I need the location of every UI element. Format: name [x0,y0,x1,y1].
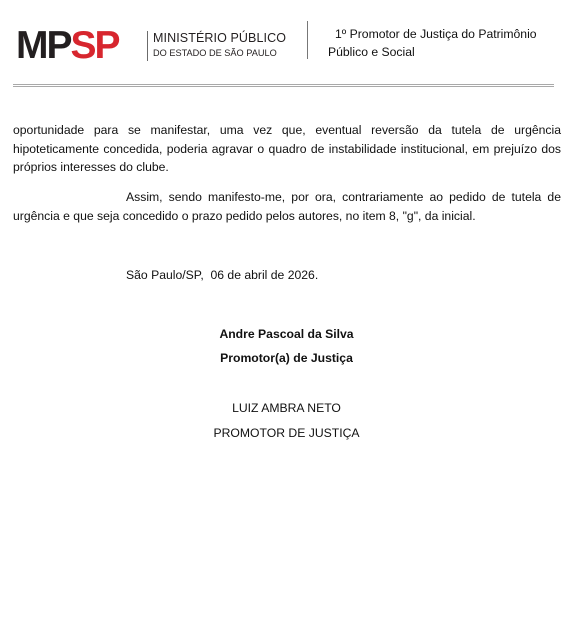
signatory-name-1: Andre Pascoal da Silva [219,327,354,341]
document-header [0,0,577,90]
signatory-name-2: LUIZ AMBRA NETO [232,401,341,415]
signatory-role-2: PROMOTOR DE JUSTIÇA [213,426,360,440]
header-vertical-divider [307,21,308,59]
logo-mark-sp: SP [70,24,119,67]
body-paragraph-1: oportunidade para se manifestar, uma vez que, eventual reversão da tutela de urgência hipoteticamente concedida, poderia agravar o quadro de instabilidade institucional, em prejuízo dos próprios interesses do clube. [13,123,561,174]
logo-institution-name: MINISTÉRIO PÚBLICO [153,31,287,45]
office-title-line1: 1º Promotor de Justiça do Patrimônio [335,27,537,41]
signatory-role-1: Promotor(a) de Justiça [220,351,353,365]
logo-divider [147,31,148,61]
office-title-line2: Público e Social [328,45,415,59]
office-title [328,25,558,61]
date-line: São Paulo/SP, 06 de abril de 2026. [126,268,319,282]
logo-institution-state: DO ESTADO DE SÃO PAULO [153,48,277,58]
mpsp-logo [16,26,119,66]
body-paragraph-2: Assim, sendo manifesto-me, por ora, contrariamente ao pedido de tutela de urgência e que seja concedido o prazo pedido pelos autores, no item 8, "g", da inicial. [13,190,561,223]
header-rule [13,84,554,87]
logo-mark-mp: MP [16,24,71,67]
